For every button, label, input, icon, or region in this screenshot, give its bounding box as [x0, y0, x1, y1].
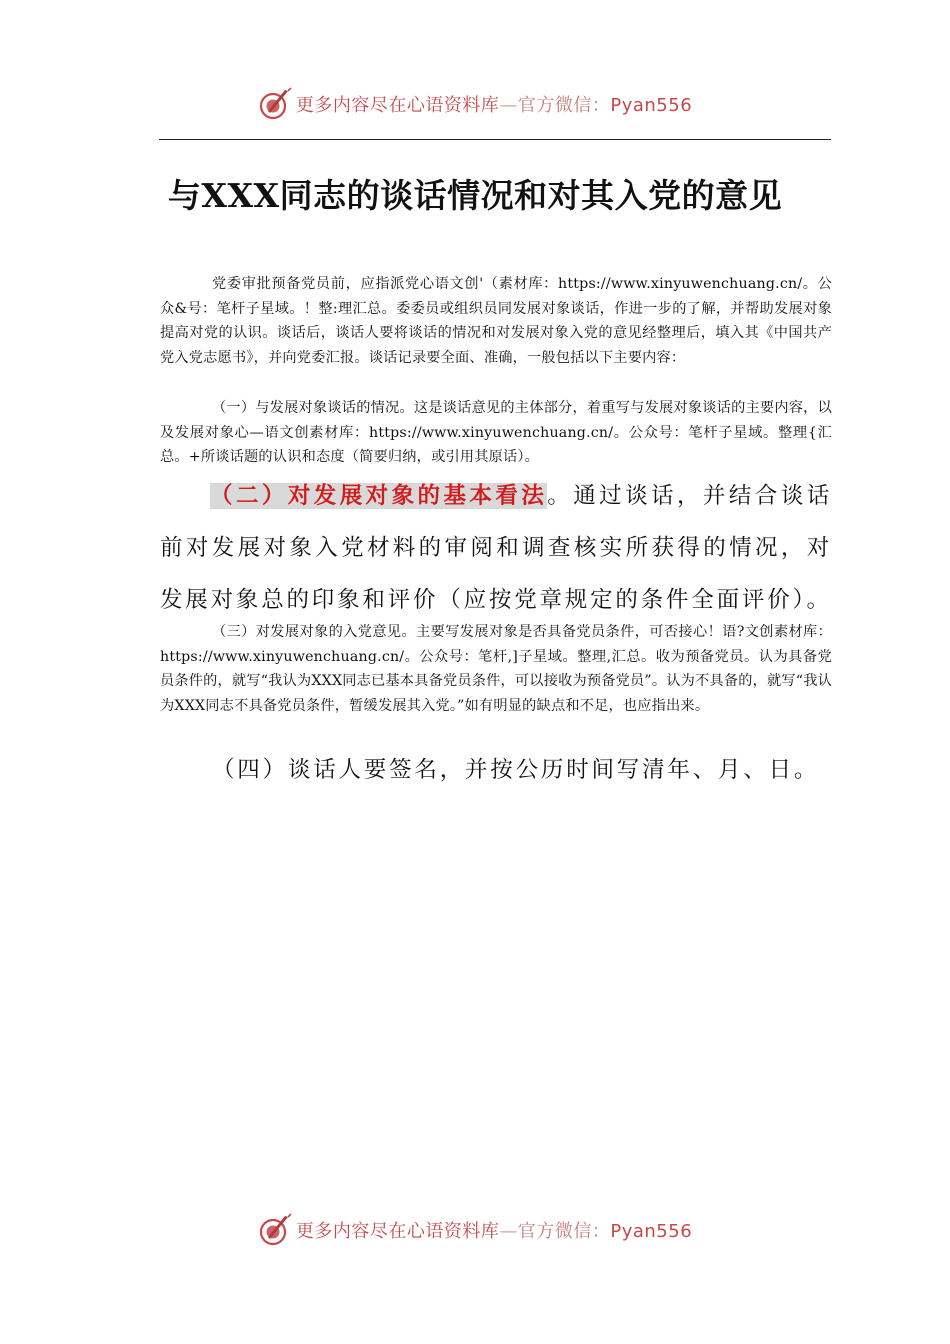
- section-2-paragraph: [160, 470, 832, 626]
- section-2-heading: （二）对发展对象的基本看法: [210, 483, 548, 509]
- quill-logo-icon: [258, 87, 292, 121]
- quill-logo-icon: [258, 1213, 292, 1247]
- intro-paragraph: 党委审批预备党员前，应指派党心语文创'（素材库：https://www.xinyuwenchuang.cn/。公众&号：笔杆子星域。！整:理汇总。委委员或组织员同发展对象谈话，作进一步的了解，并帮助发展对象提高对党的认识。谈话后，谈话人要将谈话的情况和对发展对象入党的意见经整理后，填入其《中国共产党入党志愿书》，并向党委汇报。谈话记录要全面、准确，一般包括以下主要内容：: [160, 276, 832, 366]
- section-4-paragraph: （四）谈话人要签名，并按公历时间写清年、月、日。: [212, 757, 820, 783]
- section-2-body: 。通过谈话，并结合谈话前对发展对象入党材料的审阅和调查核实所获得的情况，对发展对象总的印象和评价（应按党章规定的条件全面评价）。: [160, 483, 832, 613]
- section-3-paragraph: （三）对发展对象的入党意见。主要写发展对象是否具备党员条件，可否接心！语?文创素材库：https://www.xinyuwenchuang.cn/。公众号：笔杆,]子星域。整理,汇总。收为预备党员。认为具备党员条件的，就写“我认为XXX同志已基本具备党员条件，可以接收为预备党员”。认为不具备的，就写“我认为XXX同志不具备党员条件，暂缓发展其入党。”如有明显的缺点和不足，也应指出来。: [160, 624, 832, 714]
- banner-text: 更多内容尽在心语资料库—官方微信：Pyan556: [295, 95, 693, 116]
- page-title: 与XXX同志的谈话情况和对其入党的意见: [167, 176, 783, 215]
- banner-text: 更多内容尽在心语资料库—官方微信：Pyan556: [295, 1221, 693, 1242]
- header-banner: [0, 84, 950, 124]
- header-divider: [159, 139, 831, 140]
- footer-banner: [0, 1210, 950, 1250]
- section-1-paragraph: （一）与发展对象谈话的情况。这是谈话意见的主体部分，着重写与发展对象谈话的主要内容，以及发展对象心—语文创素材库：https://www.xinyuwenchuang.cn/。公众号：笔杆子星域。整理{汇总。+所谈话题的认识和态度（简要归纳，或引用其原话）。: [160, 400, 832, 465]
